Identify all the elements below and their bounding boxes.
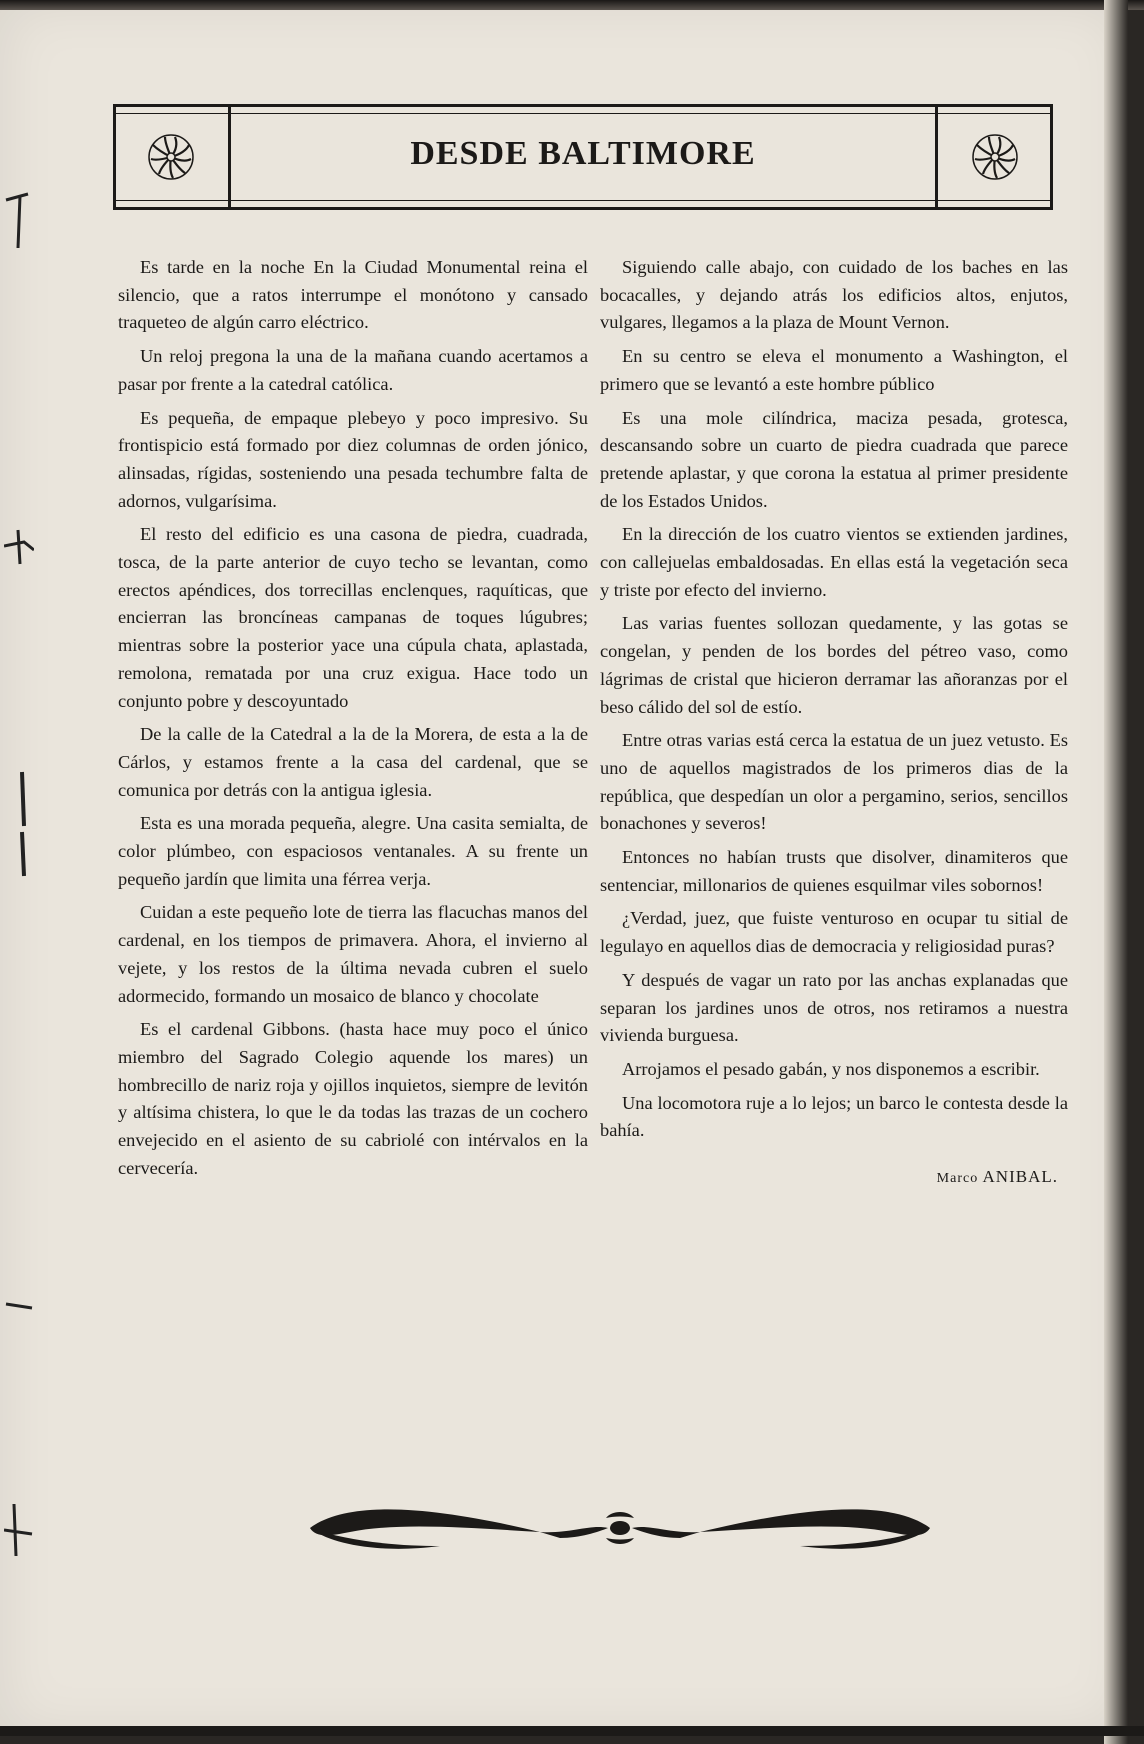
- binding-mark-icon: [4, 190, 34, 250]
- paragraph: Entre otras varias está cerca la estatua de un juez vetusto. Es uno de aquellos magistrados de los primeros dias de la república, que despedían un olor a pergamino, serios, sencillos bonachones y severos!: [600, 730, 1068, 834]
- author-signature: [600, 1163, 1068, 1193]
- paragraph: Una locomotora ruje a lo lejos; un barco le contesta desde la bahía.: [600, 1092, 1068, 1141]
- header-rule: [116, 113, 1050, 114]
- paragraph: Es una mole cilíndrica, maciza pesada, grotesca, descansando sobre un cuarto de piedra cuadrada que parece pretende aplastar, y que corona la estatua al primer presidente de los Estados Unidos.: [600, 407, 1068, 511]
- paragraph: Es el cardenal Gibbons. (hasta hace muy poco el único miembro del Sagrado Colegio aquende los mares) un hombrecillo de nariz roja y ojillos inquietos, siempre de levitón y altísima chistera, lo que le da todas las trazas de un cochero envejecido en el asiento de su cabriolé con intérvalos en la cervecería.: [118, 1019, 588, 1178]
- paragraph: Siguiendo calle abajo, con cuidado de los baches en las bocacalles, y dejando atrás los edificios altos, enjutos, vulgares, llegamos a la plaza de Mount Vernon.: [600, 257, 1068, 333]
- page-bottom-edge: [0, 1726, 1144, 1736]
- header-divider: [935, 107, 938, 207]
- binding-mark-icon: [4, 770, 34, 830]
- binding-mark-icon: [4, 830, 34, 880]
- paragraph: De la calle de la Catedral a la de la Morera, de esta a la de Cárlos, y estamos frente a la casa del cardenal, que se comunica por detrás con la antigua iglesia.: [118, 724, 588, 800]
- paragraph: El resto del edificio es una casona de piedra, cuadrada, tosca, de la parte anterior de cuyo techo se levantan, como erectos apéndices, dos torrecillas enclenques, raquíticas, que encierran las broncíneas campanas de toques lúgubres; mientras sobre la posterior yace una cúpula chata, aplastada, remolona, rematada por una cruz exigua. Hace todo un conjunto pobre y descoyuntado: [118, 524, 588, 711]
- paragraph: Es pequeña, de empaque plebeyo y poco impresivo. Su frontispicio está formado por diez columnas de orden jónico, alinsadas, rígidas, sosteniendo una pesada techumbre falta de adornos, vulgarísima.: [118, 407, 588, 511]
- signature-name: ANIBAL.: [982, 1167, 1058, 1187]
- binding-mark-icon: [4, 520, 34, 570]
- article-column-left: [118, 254, 588, 1189]
- paragraph: Cuidan a este pequeño lote de tierra las flacuchas manos del cardenal, en los tiempos de primavera. Ahora, el invierno al vejete, y los restos de la última nevada cubren el suelo adormecido, formando un mosaico de blanco y chocolate: [118, 902, 588, 1006]
- paragraph: Entonces no habían trusts que disolver, dinamiteros que sentenciar, millonarios de quienes esquilmar viles sobornos!: [600, 847, 1068, 895]
- paragraph: Las varias fuentes sollozan quedamente, y las gotas se congelan, y penden de los bordes del pétreo vaso, como lágrimas de cristal que hicieron derramar las añoranzas por el beso cálido del sol de estío.: [600, 613, 1068, 717]
- paragraph: Es tarde en la noche En la Ciudad Monumental reina el silencio, que a ratos interrumpe el monótono y cansado traqueteo de algún carro eléctrico.: [118, 257, 588, 333]
- article-column-right: [600, 254, 1068, 1193]
- header-divider: [228, 107, 231, 207]
- paragraph: En la dirección de los cuatro vientos se extienden jardines, con callejuelas embaldosadas. En ellas está la vegetación seca y triste por efecto del invierno.: [600, 524, 1068, 600]
- paragraph: Y después de vagar un rato por las anchas explanadas que separan los jardines unos de otros, nos retiramos a nuestra vivienda burguesa.: [600, 969, 1068, 1046]
- page-top-edge: [0, 0, 1144, 10]
- binding-mark-icon: [4, 1500, 34, 1560]
- article-header: [113, 104, 1053, 210]
- paragraph: Arrojamos el pesado gabán, y nos disponemos a escribir.: [622, 1058, 1040, 1079]
- page-title: DESDE BALTIMORE: [410, 135, 756, 172]
- paragraph: Esta es una morada pequeña, alegre. Una casita semialta, de color plúmbeo, con espaciosos ventanales. A su frente un pequeño jardín que limita una férrea verja.: [118, 813, 588, 889]
- paragraph: En su centro se eleva el monumento a Washington, el primero que se levantó a este hombre público: [600, 346, 1068, 394]
- rosette-icon: [146, 132, 196, 182]
- header-rule: [116, 200, 1050, 201]
- rosette-icon: [970, 132, 1020, 182]
- paragraph: ¿Verdad, juez, que fuiste venturoso en ocupar tu sitial de legulayo en aquellos dias de democracia y religiosidad puras?: [600, 908, 1068, 957]
- paragraph: Un reloj pregona la una de la mañana cuando acertamos a pasar por frente a la catedral católica.: [118, 346, 588, 394]
- flourish-ornament-icon: [290, 1488, 950, 1568]
- page-right-edge: [1104, 0, 1128, 1744]
- binding-mark-icon: [4, 1290, 34, 1320]
- signature-prefix: Marco: [936, 1171, 979, 1187]
